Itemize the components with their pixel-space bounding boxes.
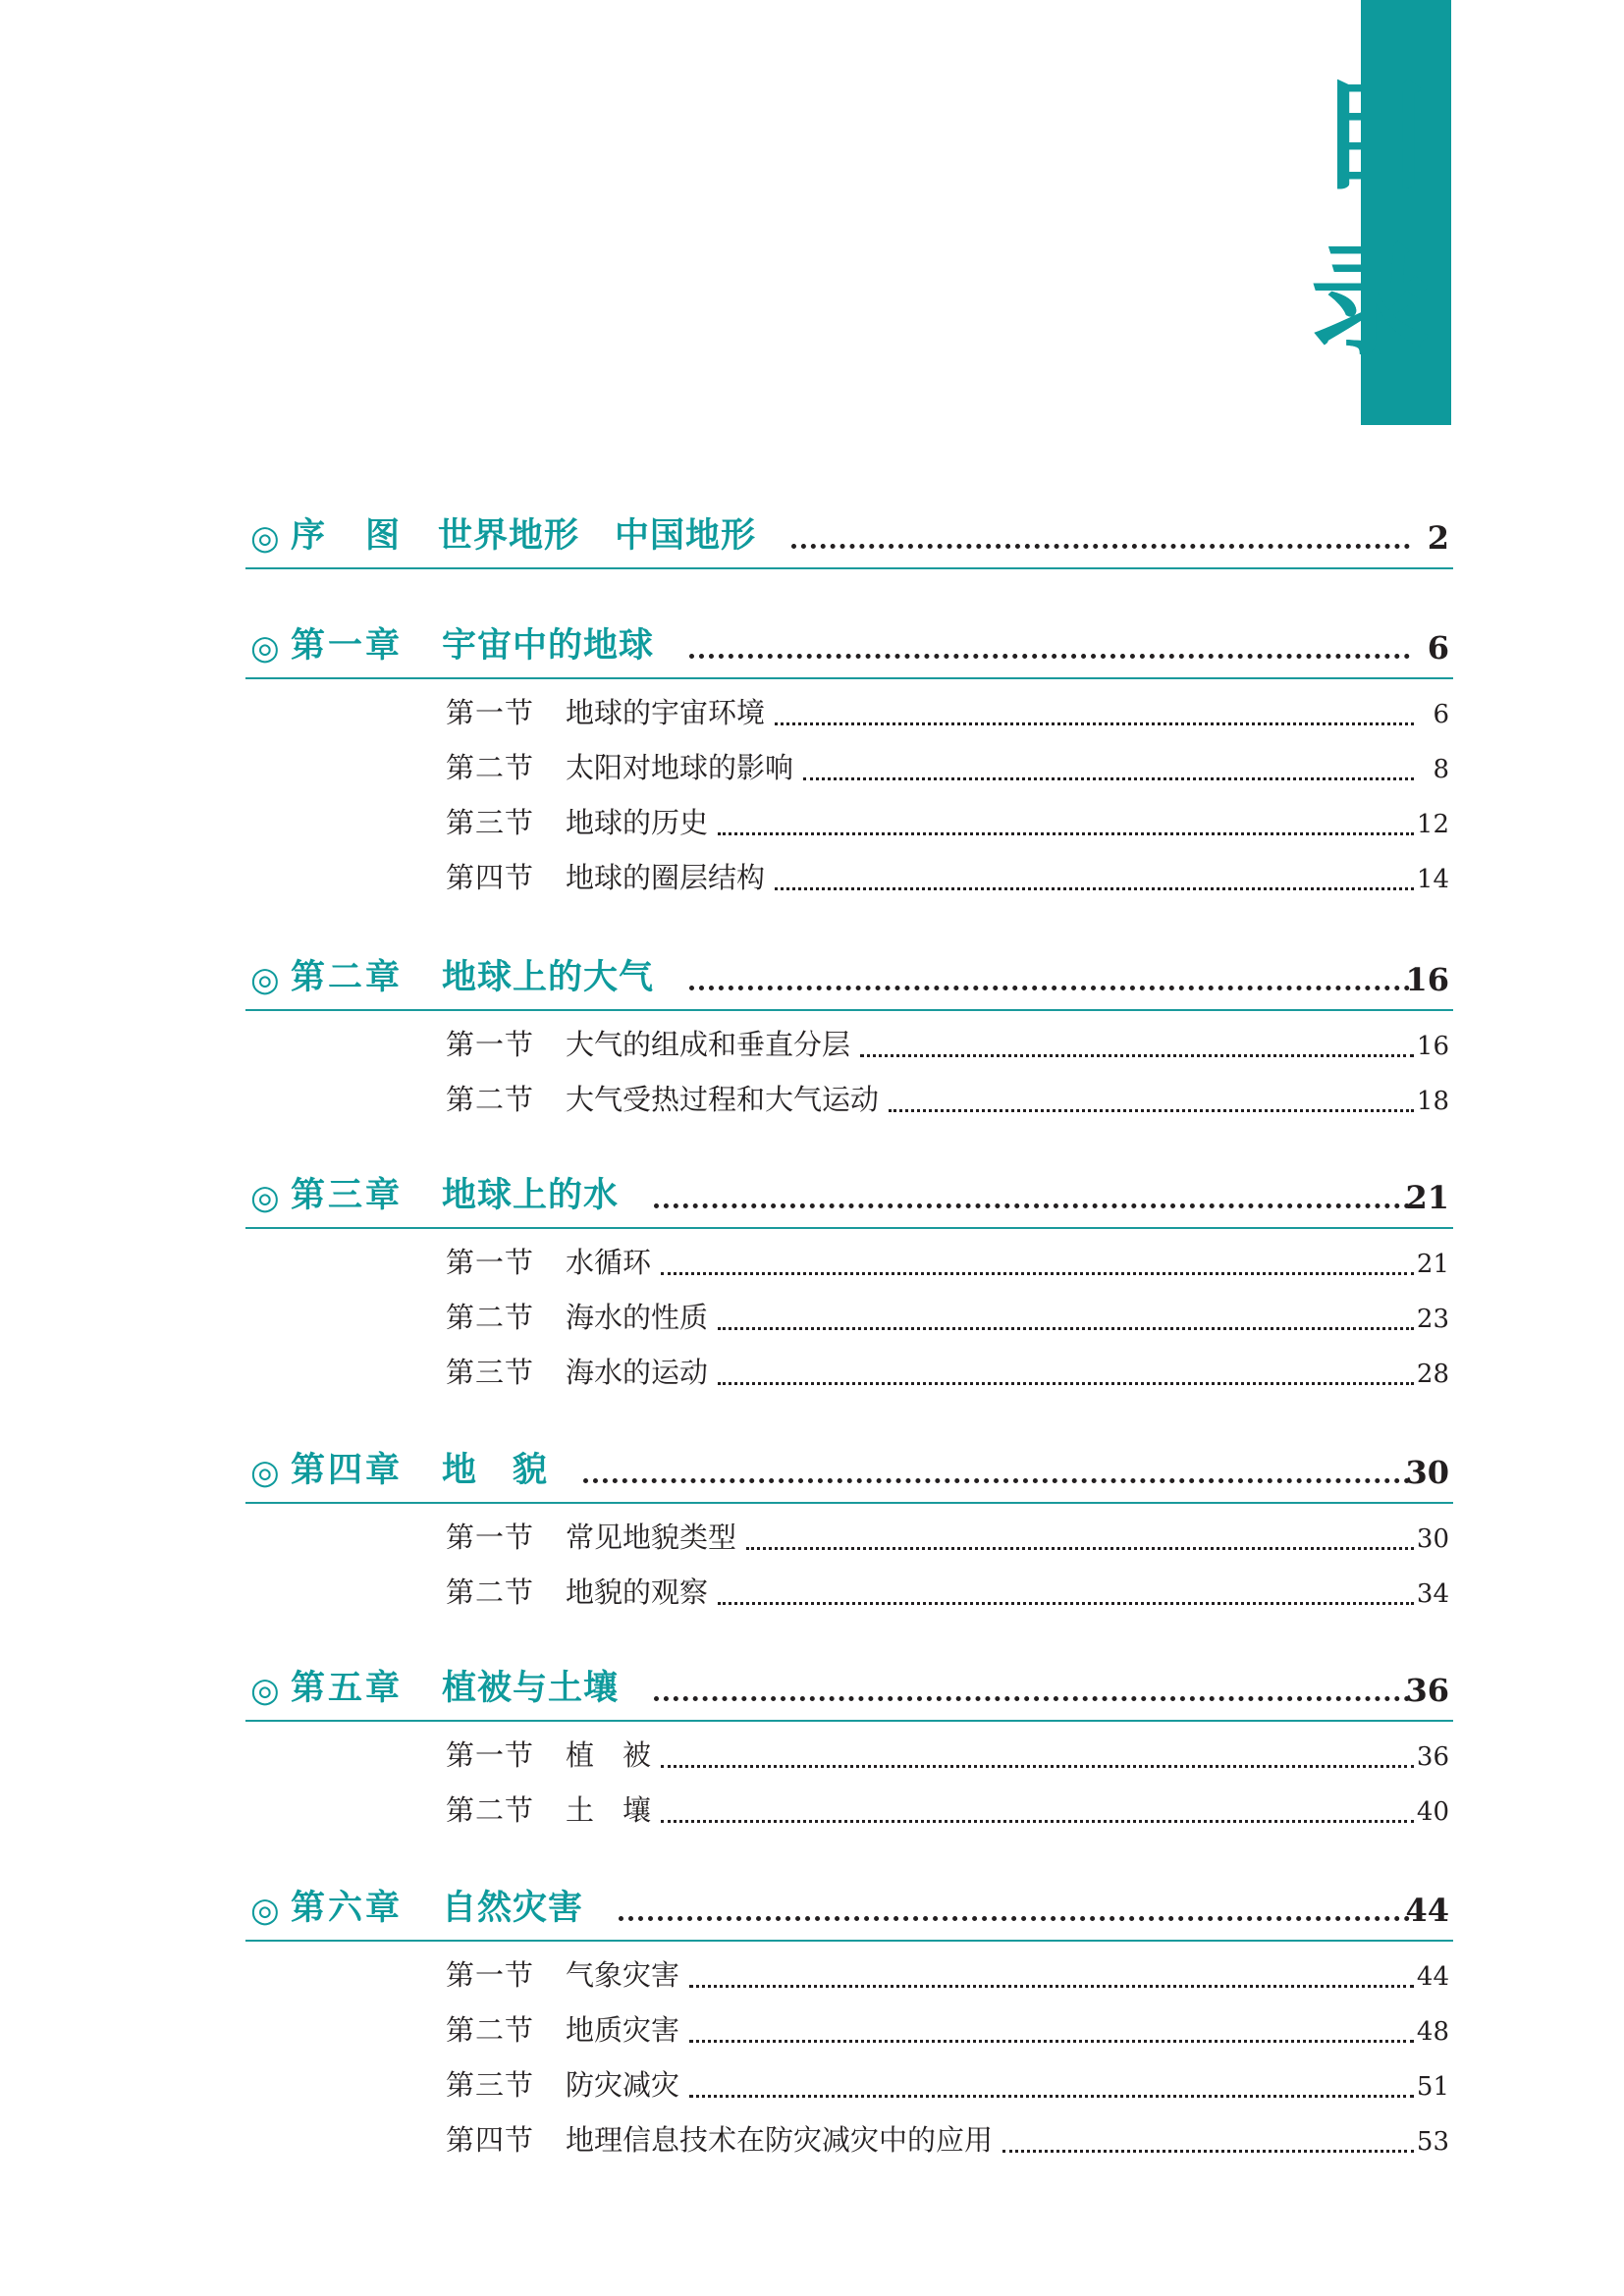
bullet-icon: ◎ [250, 1671, 280, 1710]
dot-leader [689, 2075, 1414, 2098]
dot-leader [803, 758, 1414, 780]
section-page-number: 44 [1416, 1962, 1449, 1992]
chapter-title: 世界地形 中国地形 [438, 516, 757, 556]
chapter-entry[interactable] [245, 1170, 1453, 1229]
section-entry[interactable] [446, 1296, 1453, 1339]
section-entry[interactable] [446, 1571, 1453, 1614]
section-number: 第二节 [446, 1301, 535, 1334]
chapter-title: 地 貌 [442, 1451, 549, 1490]
bullet-icon: ◎ [250, 518, 280, 558]
section-number: 第四节 [446, 2123, 535, 2157]
section-title: 常见地貌类型 [566, 1521, 737, 1554]
section-number: 第一节 [446, 1246, 535, 1279]
section-entry[interactable] [446, 801, 1453, 844]
bullet-icon: ◎ [250, 628, 280, 667]
section-number: 第二节 [446, 751, 535, 784]
section-number: 第二节 [446, 1083, 535, 1116]
dot-leader [775, 868, 1414, 890]
section-number: 第一节 [446, 1738, 535, 1772]
section-entry[interactable] [446, 1516, 1453, 1559]
section-page-number: 21 [1416, 1250, 1449, 1279]
bullet-icon: ◎ [250, 960, 280, 999]
section-title: 防灾减灾 [566, 2068, 680, 2102]
section-entry[interactable] [446, 1241, 1453, 1284]
section-page-number: 8 [1433, 755, 1449, 784]
section-page-number: 18 [1416, 1087, 1449, 1116]
section-title: 地球的历史 [566, 806, 709, 839]
dot-leader [689, 2020, 1414, 2043]
section-number: 第一节 [446, 1028, 535, 1061]
chapter-underline [245, 1009, 1453, 1011]
chapter-number: 第二章 [291, 958, 404, 997]
chapter-page-number: 36 [1405, 1672, 1449, 1709]
chapter-entry[interactable] [245, 952, 1453, 1011]
dot-leader [661, 1800, 1414, 1823]
section-title: 太阳对地球的影响 [566, 751, 794, 784]
dot-leader [889, 1090, 1414, 1112]
section-title: 地质灾害 [566, 2013, 680, 2047]
section-title: 海水的运动 [566, 1356, 709, 1389]
section-entry[interactable] [446, 691, 1453, 734]
section-entry[interactable] [446, 1734, 1453, 1777]
section-page-number: 16 [1416, 1032, 1449, 1061]
chapter-entry[interactable] [245, 1663, 1453, 1722]
section-title: 地球的宇宙环境 [566, 696, 766, 729]
chapter-entry[interactable] [245, 1883, 1453, 1942]
dot-leader [791, 524, 1410, 549]
section-entry[interactable] [446, 1078, 1453, 1121]
dot-leader [775, 703, 1414, 725]
section-number: 第三节 [446, 1356, 535, 1389]
section-entry[interactable] [446, 746, 1453, 789]
chapter-number: 第六章 [291, 1889, 404, 1928]
section-page-number: 12 [1416, 810, 1449, 839]
section-page-number: 40 [1416, 1797, 1449, 1827]
chapter-page-number: 21 [1405, 1179, 1449, 1216]
section-page-number: 53 [1416, 2127, 1449, 2157]
chapter-underline [245, 567, 1453, 569]
chapter-number: 第五章 [291, 1669, 404, 1708]
section-title: 大气受热过程和大气运动 [566, 1083, 880, 1116]
section-number: 第一节 [446, 1521, 535, 1554]
section-number: 第三节 [446, 806, 535, 839]
section-title: 气象灾害 [566, 1958, 680, 1992]
chapter-number: 序 图 [291, 516, 404, 556]
dot-leader [718, 1308, 1414, 1330]
dot-leader [689, 1965, 1414, 1988]
section-page-number: 51 [1416, 2072, 1449, 2102]
dot-leader [583, 1459, 1410, 1483]
chapter-title: 宇宙中的地球 [442, 626, 655, 666]
dot-leader [689, 634, 1410, 659]
section-title: 大气的组成和垂直分层 [566, 1028, 851, 1061]
bullet-icon: ◎ [250, 1891, 280, 1930]
dot-leader [619, 1896, 1410, 1921]
dot-leader [746, 1527, 1414, 1550]
dot-leader [689, 966, 1410, 990]
chapter-number: 第一章 [291, 626, 404, 666]
section-title: 地貌的观察 [566, 1575, 709, 1609]
section-entry[interactable] [446, 1789, 1453, 1832]
chapter-underline [245, 1940, 1453, 1942]
chapter-page-number: 16 [1405, 961, 1449, 998]
section-number: 第四节 [446, 861, 535, 894]
section-entry[interactable] [446, 2008, 1453, 2052]
section-entry[interactable] [446, 2118, 1453, 2162]
chapter-page-number: 2 [1427, 519, 1449, 557]
dot-leader [1002, 2130, 1414, 2153]
chapter-title: 地球上的大气 [442, 958, 655, 997]
chapter-underline [245, 1227, 1453, 1229]
section-title: 地理信息技术在防灾减灾中的应用 [566, 2123, 994, 2157]
dot-leader [661, 1253, 1414, 1275]
dot-leader [718, 1582, 1414, 1605]
section-number: 第一节 [446, 1958, 535, 1992]
section-entry[interactable] [446, 856, 1453, 899]
section-title: 海水的性质 [566, 1301, 709, 1334]
dot-leader [718, 1362, 1414, 1385]
dot-leader [654, 1677, 1410, 1701]
section-entry[interactable] [446, 2063, 1453, 2107]
chapter-page-number: 30 [1405, 1454, 1449, 1491]
section-title: 土 壤 [566, 1793, 652, 1827]
section-page-number: 28 [1416, 1360, 1449, 1389]
section-entry[interactable] [446, 1023, 1453, 1066]
chapter-title: 自然灾害 [442, 1889, 584, 1928]
section-number: 第二节 [446, 2013, 535, 2047]
chapter-title: 地球上的水 [442, 1176, 620, 1215]
section-entry[interactable] [446, 1351, 1453, 1394]
section-title: 地球的圈层结构 [566, 861, 766, 894]
section-number: 第二节 [446, 1575, 535, 1609]
chapter-page-number: 6 [1427, 629, 1449, 667]
chapter-entry[interactable] [245, 620, 1453, 679]
section-page-number: 48 [1416, 2017, 1449, 2047]
section-page-number: 14 [1416, 865, 1449, 894]
dot-leader [718, 813, 1414, 835]
section-page-number: 30 [1416, 1524, 1449, 1554]
chapter-entry[interactable] [245, 510, 1453, 569]
chapter-entry[interactable] [245, 1445, 1453, 1504]
section-page-number: 6 [1433, 700, 1449, 729]
chapter-page-number: 44 [1405, 1892, 1449, 1929]
section-page-number: 23 [1416, 1305, 1449, 1334]
chapter-number: 第四章 [291, 1451, 404, 1490]
section-number: 第一节 [446, 696, 535, 729]
toc-heading-char-2: 录 [1311, 232, 1431, 371]
bullet-icon: ◎ [250, 1453, 280, 1492]
chapter-underline [245, 677, 1453, 679]
chapter-underline [245, 1720, 1453, 1722]
dot-leader [654, 1184, 1410, 1208]
chapter-underline [245, 1502, 1453, 1504]
dot-leader [661, 1745, 1414, 1768]
section-title: 植 被 [566, 1738, 652, 1772]
section-number: 第二节 [446, 1793, 535, 1827]
chapter-title: 植被与土壤 [442, 1669, 620, 1708]
section-title: 水循环 [566, 1246, 652, 1279]
section-page-number: 34 [1416, 1579, 1449, 1609]
toc-heading-char-1: 目 [1316, 67, 1435, 206]
section-page-number: 36 [1416, 1742, 1449, 1772]
chapter-number: 第三章 [291, 1176, 404, 1215]
section-number: 第三节 [446, 2068, 535, 2102]
dot-leader [860, 1035, 1414, 1057]
bullet-icon: ◎ [250, 1178, 280, 1217]
section-entry[interactable] [446, 1953, 1453, 1997]
